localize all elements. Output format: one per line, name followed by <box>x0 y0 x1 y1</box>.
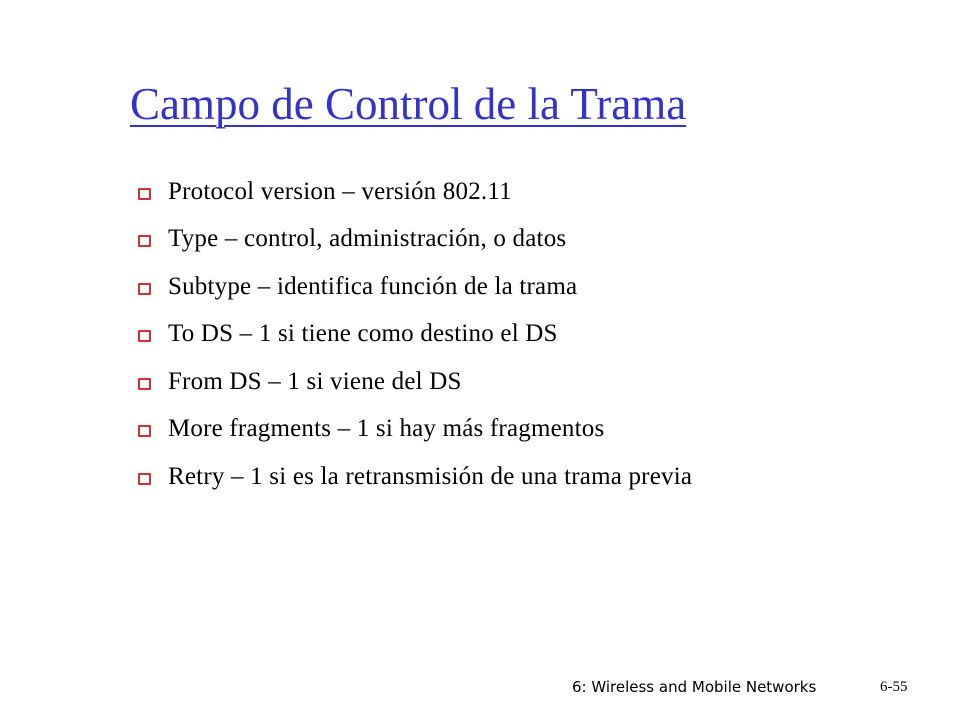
bullet-item-more-fragments <box>138 406 692 454</box>
bullet-item-retry <box>138 453 692 501</box>
bullet-text: To DS – 1 si tiene como destino el DS <box>168 320 558 348</box>
square-bullet-icon <box>138 283 151 295</box>
square-bullet-icon <box>138 188 151 200</box>
footer-page-number: 6-55 <box>880 679 908 695</box>
bullet-text: Protocol version – versión 802.11 <box>168 177 512 205</box>
bullet-item-to-ds <box>138 311 692 359</box>
square-bullet-icon <box>138 330 151 342</box>
bullet-list <box>138 168 692 501</box>
square-bullet-icon <box>138 378 151 390</box>
footer-chapter-label: 6: Wireless and Mobile Networks <box>572 678 817 696</box>
bullet-text: Retry – 1 si es la retransmisión de una trama previa <box>168 462 693 490</box>
bullet-item-from-ds <box>138 358 692 406</box>
bullet-text: More fragments – 1 si hay más fragmentos <box>168 415 605 443</box>
square-bullet-icon <box>138 473 151 485</box>
bullet-text: From DS – 1 si viene del DS <box>168 367 462 395</box>
square-bullet-icon <box>138 425 151 437</box>
bullet-text: Type – control, administración, o datos <box>168 225 567 253</box>
bullet-text: Subtype – identifica función de la trama <box>168 272 578 300</box>
bullet-item-protocol-version <box>138 168 692 216</box>
bullet-item-type <box>138 216 692 264</box>
square-bullet-icon <box>138 235 151 247</box>
bullet-item-subtype <box>138 263 692 311</box>
slide-title: Campo de Control de la Trama <box>130 79 687 129</box>
